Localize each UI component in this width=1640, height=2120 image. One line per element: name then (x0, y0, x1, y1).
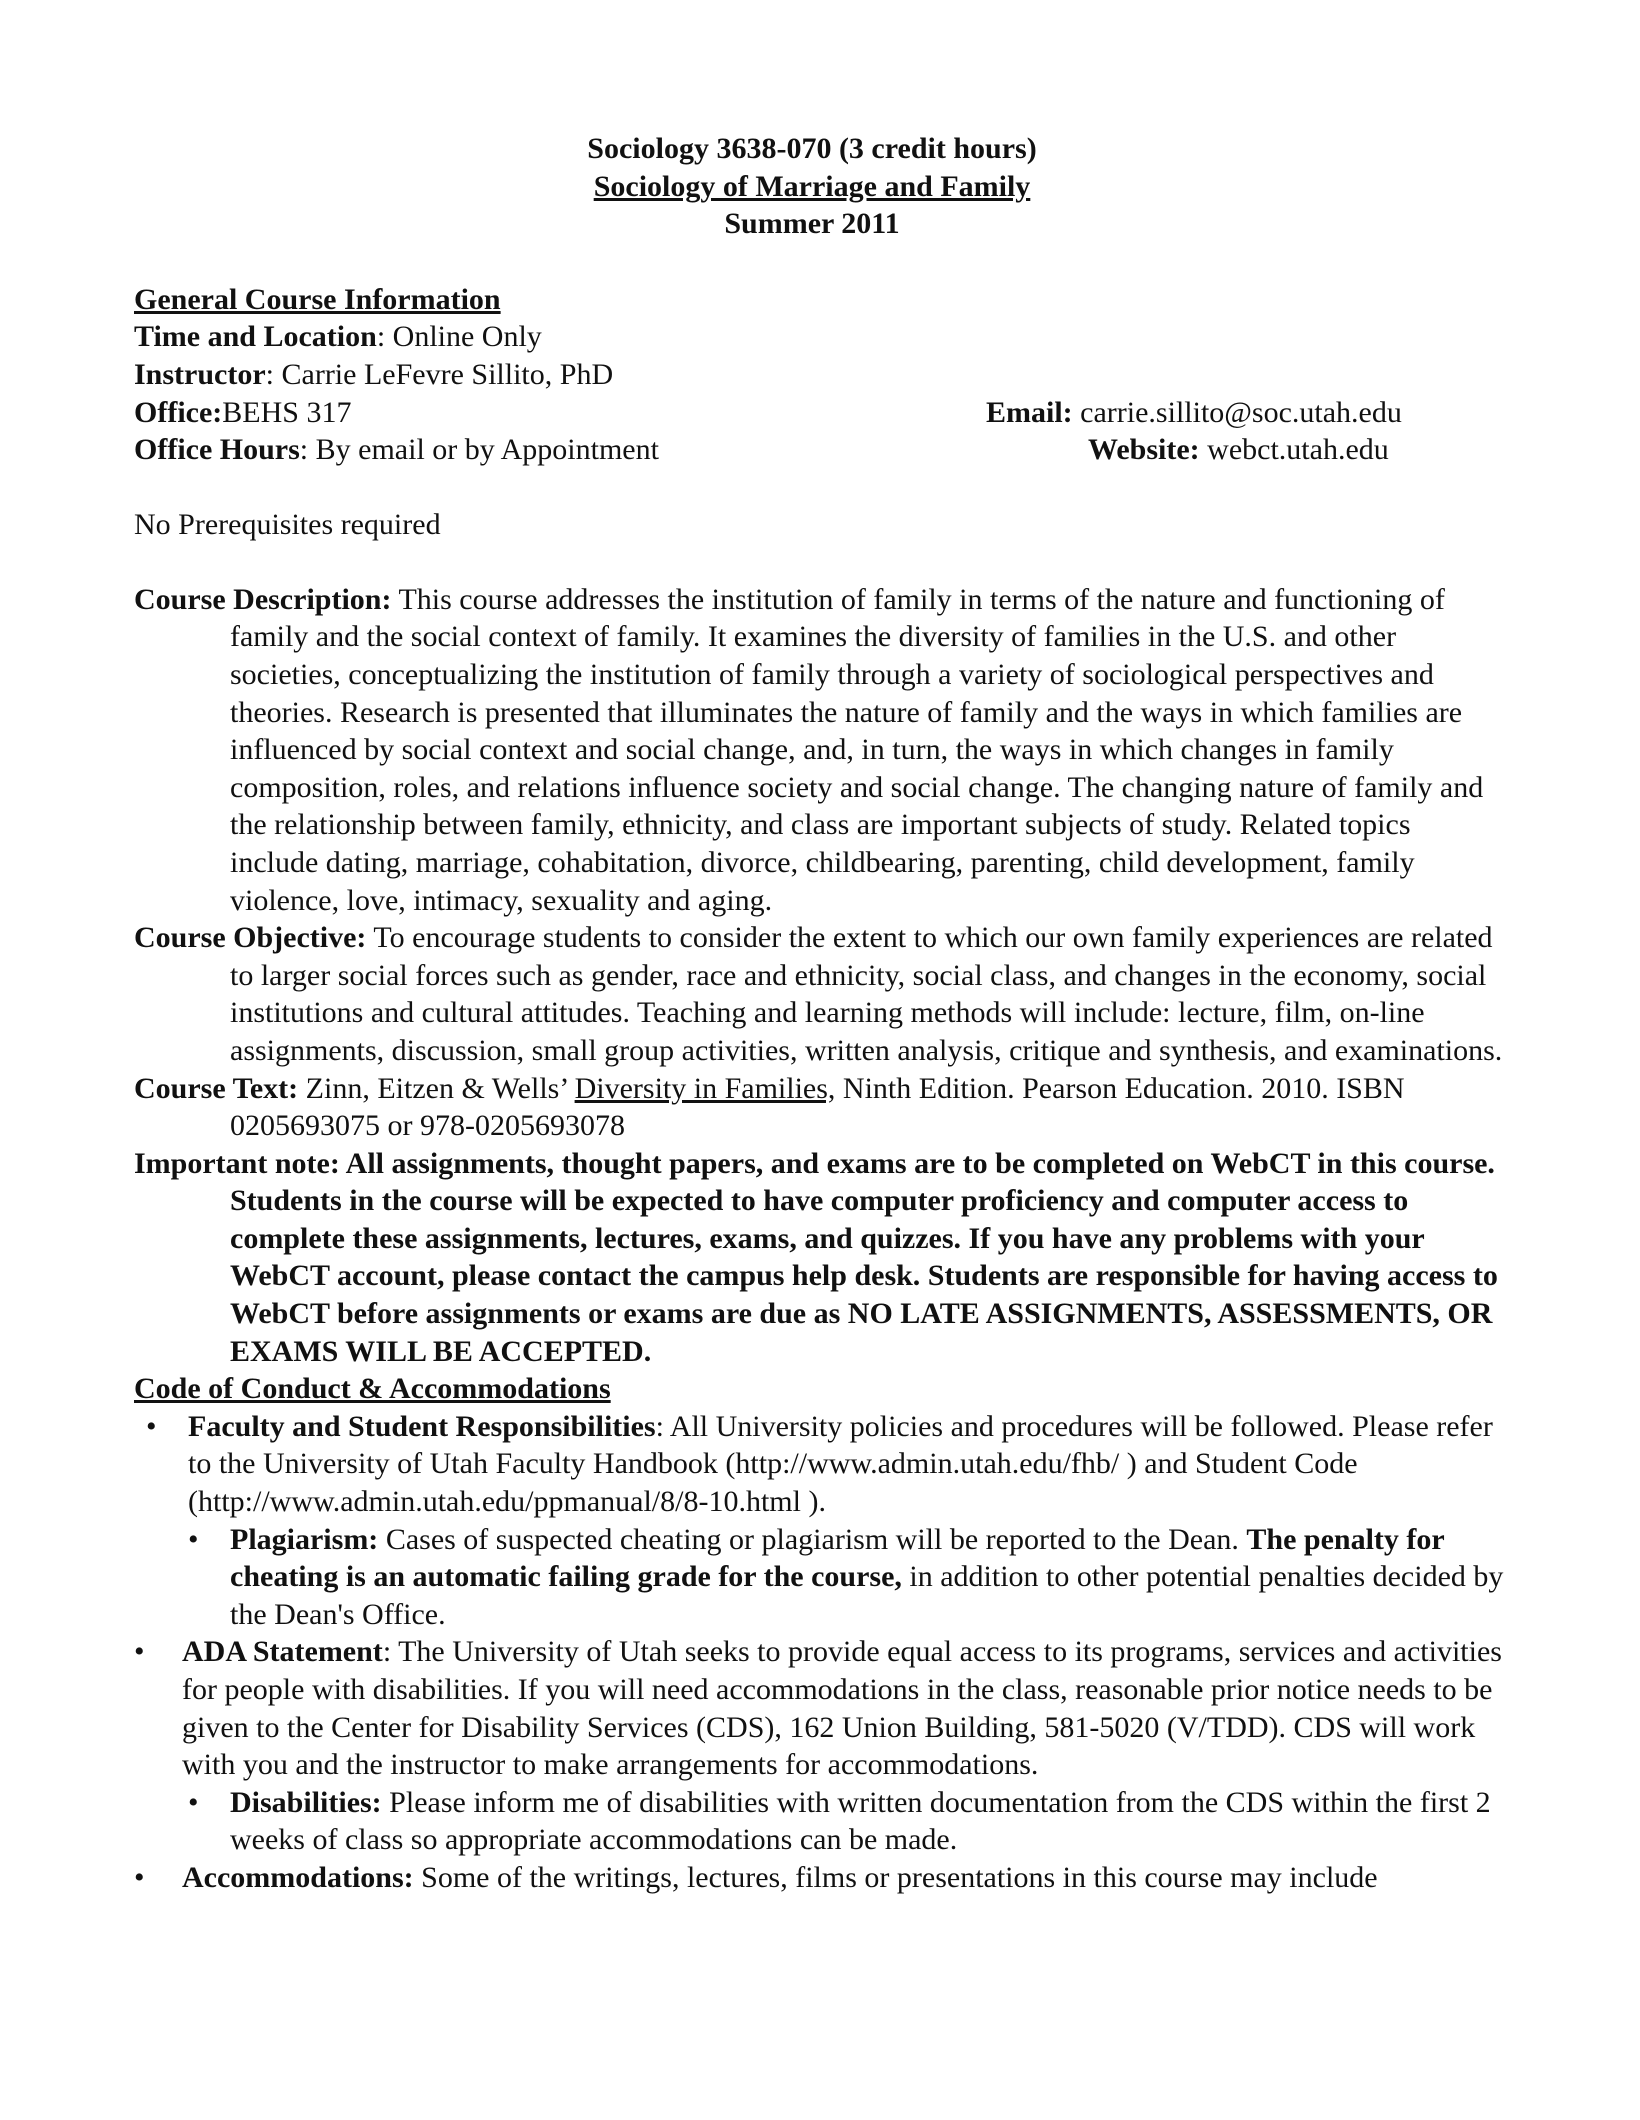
bullet-icon: • (188, 1785, 199, 1819)
bullet-icon: • (188, 1522, 199, 1556)
plagiarism-rest: in addition to other potential penalties decided by the Dean's Office. (230, 1560, 1504, 1631)
faculty-responsibilities-label: Faculty and Student Responsibilities (188, 1409, 656, 1443)
list-item (134, 1633, 1504, 1783)
email-value[interactable]: carrie.sillito@soc.utah.edu (1080, 395, 1402, 429)
prerequisites-note: No Prerequisites required (134, 508, 441, 542)
plagiarism-label: Plagiarism: (230, 1522, 379, 1556)
list-item (134, 1859, 1504, 1897)
conduct-list (134, 1408, 1504, 1897)
faculty-responsibilities-text: : All University policies and procedures will be followed. Please refer to the University of Utah Faculty Handbook (http://www.admin.utah.edu/fhb/ ) and Student Code (http://www.admin.utah.edu/ppmanual/8/8-10.html ). (188, 1409, 1493, 1519)
course-description-text: This course addresses the institution of family in terms of the nature and functioning of family and the social context of family. It examines the diversity of families in the U.S. and other societies, conceptualizing the institution of family through a variety of sociological perspectives and theories. Research is presented that illuminates the nature of family and the ways in which families are influenced by social context and social change, and, in turn, the ways in which changes in family composition, roles, and relations influence society and social change. The changing nature of family and the relationship between family, ethnicity, and class are important subjects of study. Related topics include dating, marriage, cohabitation, divorce, childbearing, parenting, child development, family violence, love, intimacy, sexuality and aging. (230, 582, 1484, 917)
accommodations-text: Some of the writings, lectures, films or presentations in this course may include (421, 1860, 1378, 1894)
plagiarism-text: Cases of suspected cheating or plagiarism will be reported to the Dean. (385, 1522, 1239, 1556)
email-block (986, 394, 1402, 432)
syllabus-header (134, 130, 1490, 243)
ada-statement-label: ADA Statement (182, 1635, 383, 1669)
instructor-colon: : (265, 357, 282, 391)
important-note-label: Important note: (134, 1146, 340, 1180)
conduct-heading: Code of Conduct & Accommodations (134, 1372, 611, 1406)
plagiarism-penalty: The penalty for cheating is an automatic failing grade for the course, (230, 1522, 1445, 1594)
important-note-text: All assignments, thought papers, and exams are to be completed on WebCT in this course. Students in the course will be expected to have computer proficiency and computer access to complete these assignments, lectures, exams, and quizzes. If you have any problems with your WebCT account, please contact the campus help desk. Students are responsible for having access to WebCT before assignments or exams are due as NO LATE ASSIGNMENTS, ASSESSMENTS, OR EXAMS WILL BE ACCEPTED. (230, 1146, 1498, 1368)
list-item (134, 1784, 1504, 1859)
course-text-book: Diversity in Families, (574, 1071, 836, 1105)
bullet-icon: • (146, 1409, 157, 1443)
office-hours-value: By email or by Appointment (315, 433, 659, 467)
instructor-label: Instructor (134, 357, 266, 391)
list-item (134, 1521, 1504, 1634)
course-description (134, 581, 1504, 919)
course-title: Sociology of Marriage and Family (593, 169, 1031, 203)
course-objective-label: Course Objective: (134, 921, 367, 955)
office-value: BEHS 317 (222, 395, 352, 429)
office-label: Office: (134, 395, 223, 429)
course-text-authors: Zinn, Eitzen & Wells’ (305, 1071, 568, 1105)
website-label: Website: (1088, 433, 1200, 467)
website-block (1088, 431, 1389, 469)
disabilities-label: Disabilities: (230, 1785, 382, 1819)
time-colon: : (376, 320, 393, 353)
hours-colon: : (299, 433, 316, 467)
instructor-row (134, 356, 1504, 394)
ada-statement-text: : The University of Utah seeks to provide equal access to its programs, services and activities for people with disabilities. If you will need accommodations in the class, reasonable prior notice needs to be given to the Center for Disability Services (CDS), 162 Union Building, 581-5020 (V/TDD). CDS will work with you and the instructor to make arrangements for accommodations. (182, 1635, 1502, 1782)
general-info-heading: General Course Information (134, 282, 501, 316)
bullet-icon: • (134, 1635, 145, 1669)
course-number: Sociology 3638-070 (3 credit hours) (587, 132, 1037, 165)
time-location-row (134, 318, 1504, 356)
accommodations-label: Accommodations: (182, 1860, 414, 1894)
email-label: Email: (986, 395, 1073, 429)
time-location-value: Online Only (392, 320, 542, 353)
important-note (134, 1145, 1504, 1371)
course-objective-text: To encourage students to consider the extent to which our own family experiences are related to larger social forces such as gender, race and ethnicity, social class, and changes in the economy, social institutions and cultural attitudes. Teaching and learning methods will include: lecture, film, on-line assignments, discussion, small group activities, written analysis, critique and synthesis, and examinations. (230, 921, 1503, 1067)
course-term: Summer 2011 (724, 207, 900, 240)
course-text-label: Course Text: (134, 1071, 299, 1105)
disabilities-text: Please inform me of disabilities with written documentation from the CDS within the first 2 weeks of class so appropriate accommodations can be made. (230, 1785, 1491, 1857)
syllabus-page (134, 130, 1504, 1897)
course-description-label: Course Description: (134, 582, 392, 616)
bullet-icon: • (134, 1860, 145, 1894)
office-hours-label: Office Hours (134, 433, 300, 467)
course-text (134, 1070, 1504, 1145)
office-hours-row (134, 431, 1504, 469)
time-location-label: Time and Location (134, 320, 377, 353)
course-objective (134, 919, 1504, 1069)
list-item (134, 1408, 1504, 1521)
website-value[interactable]: webct.utah.edu (1207, 433, 1389, 467)
instructor-value: Carrie LeFevre Sillito, PhD (281, 357, 614, 391)
office-row (134, 394, 1504, 432)
course-text-rest: Ninth Edition. Pearson Education. 2010. ISBN 0205693075 or 978-0205693078 (230, 1071, 1405, 1143)
